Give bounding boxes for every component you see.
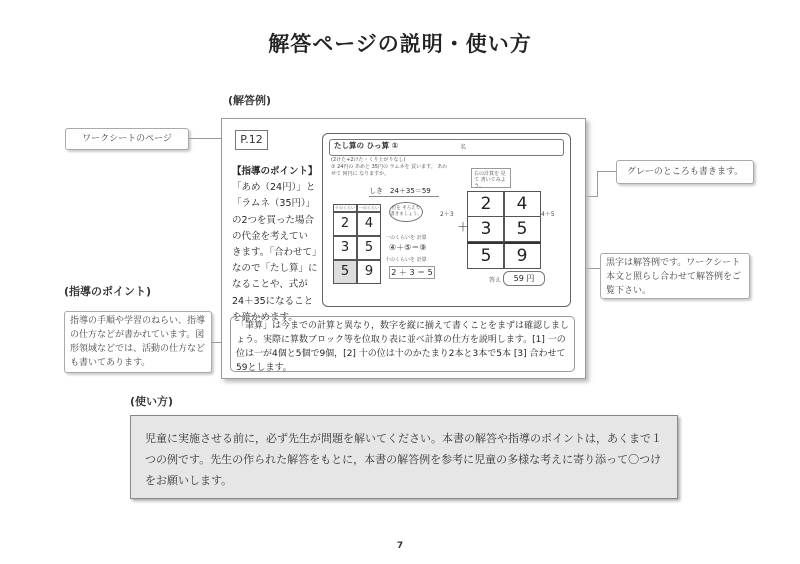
usage-box: 児童に実施させる前に，必ず先生が問題を解いてください。本書の解答や指導のポイントは，あくまで１つの例です。先生の作られた解答をもとに，本書の解答例を参考に児童の多様な考えに寄り添って〇つけをお願いします。 (130, 415, 678, 499)
grid-digit: 4 (357, 212, 381, 236)
example-heading: (解答例) (228, 94, 272, 107)
tens-header: 十のくらい (335, 205, 355, 210)
page-number: 7 (396, 541, 404, 551)
book-expression: しき 24＋35＝59 (369, 186, 439, 197)
guidance-line: 「あめ（24円）」と (232, 182, 316, 194)
guidance-line: の2つを買った場合 (232, 214, 315, 226)
guidance-line: なので「たし算」に (232, 263, 318, 275)
usage-heading: (使い方) (130, 395, 174, 408)
speech-bubble: 位を そろえて 書きましょう。 (389, 202, 423, 222)
addition-digit: 5 (503, 216, 541, 242)
addition-digit: 9 (503, 242, 541, 269)
title-bar (329, 139, 564, 156)
grid-digit: 9 (357, 260, 381, 284)
callout-guidance: 指導の手順や学習のねらい、指導の仕方などが書かれています。図形領域などでは、活動の仕方なども書いてあります。 (64, 311, 212, 373)
side-label-left: 2＋3 (440, 211, 454, 218)
book-question: ① 24円の あめと 35円の ラムネを 買います。 あわせて 何円に なりますか。 (331, 164, 448, 177)
teacher-note: 「筆算」は今までの計算と異なり，数字を縦に揃えて書くことをまずは確認しましょう。実際に算数ブロック等を位取り表に並べ計算の仕方を説明します。[1] 一の位は一が4個と5個で9個，[2] 十の位は十のかたまり2本と3本で5本 [3] 合わせて59とします。 (230, 316, 575, 372)
guidance-line: 「ラムネ（35円）」 (232, 198, 316, 210)
textbook-page (322, 133, 571, 307)
column-addition-grid (467, 191, 541, 267)
book-subtitle: (2けた+2けた・くり上がりなし) (331, 157, 406, 163)
guidance-line: 【指導のポイント】 (232, 166, 318, 177)
step2-label: 十のくらいを 計算 (385, 257, 427, 263)
guidance-heading: (指導のポイント) (64, 285, 152, 298)
grid-digit: 3 (333, 236, 357, 260)
addition-digit: 3 (467, 216, 505, 242)
sample-worksheet (221, 118, 586, 379)
grid-digit: 5 (333, 260, 357, 284)
callout-worksheet-page: ワークシートのページ (65, 128, 189, 150)
grid-digit: 2 (333, 212, 357, 236)
hint-box: 右の計算を 見て 書いてみよう。 (471, 168, 511, 188)
side-label-right: 4＋5 (541, 211, 555, 218)
guidance-line: 24＋35になること (232, 295, 314, 307)
guidance-line: きます。「合わせて」 (232, 247, 322, 259)
guidance-line: の代金を考えてい (232, 230, 309, 242)
callout-black-text: 黒字は解答例です。ワークシート本文と照らし合わせて解答例をご覧下さい。 (600, 253, 750, 299)
addition-digit: 5 (467, 242, 505, 269)
guidance-line: を確かめます。 (232, 311, 298, 323)
grid-digit: 5 (357, 236, 381, 260)
guidance-line: なることや、式が (232, 279, 308, 291)
place-value-grid (333, 204, 381, 282)
answer-label: 答え (489, 277, 502, 284)
guidance-point-text (232, 164, 322, 326)
step1-calc: ④＋⑤＝⑨ (389, 243, 427, 252)
name-field-mark: 名 (460, 144, 467, 151)
ones-header: 一のくらい (359, 205, 379, 210)
callout-gray-area: グレーのところも書きます。 (616, 160, 754, 184)
step2-calc: 2 ＋ 3 ＝ 5 (389, 266, 435, 279)
addition-digit: 2 (467, 191, 505, 217)
page-number-box: P.12 (235, 130, 268, 150)
page-title: 解答ページの説明・使い方 (268, 32, 532, 56)
answer-value: 59 円 (503, 271, 545, 286)
connector-line (597, 171, 616, 172)
step1-label: 一のくらいを 計算 (385, 235, 427, 241)
addition-digit: 4 (503, 191, 541, 217)
connector-line (597, 171, 598, 196)
plus-sign: ＋ (457, 220, 470, 234)
book-title: たし算の ひっ算 ① (334, 141, 399, 150)
